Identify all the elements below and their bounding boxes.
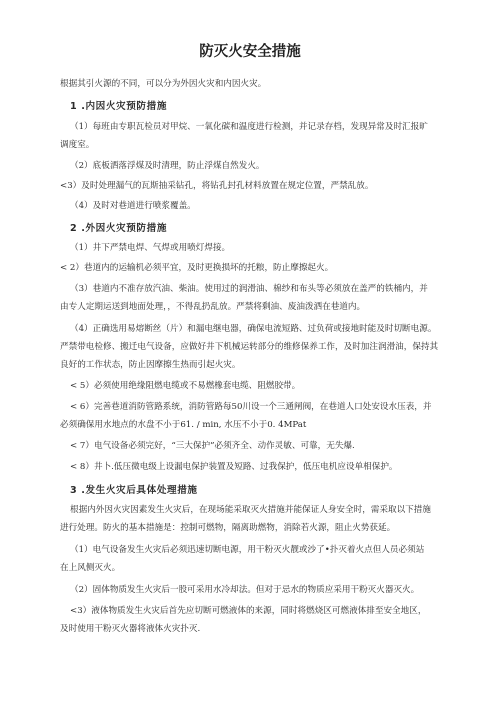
paragraph-3-3-line-2: 及时使用干粉灭火器将液体火灾扑灭. xyxy=(60,624,201,634)
intro-paragraph: 根据其引火源的不同，可以分为外因火灾和内因火灾。 xyxy=(60,79,267,89)
paragraph-2-3-line-1: （3）巷道内不准存放汽油、柴油。使用过的润滑油、棉纱和布头等必须放在盖严的铁桶内，并 xyxy=(70,284,428,294)
section-heading-3: 3 .发生火灾后具体处理措施 xyxy=(70,485,198,496)
section-heading-1: 1 .内因火灾预防措施 xyxy=(70,101,168,112)
paragraph-1-3: <3）及时处理漏气的瓦斯抽采钻孔，将钻孔封孔材料放置在规定位置，严禁乱放。 xyxy=(60,181,374,191)
paragraph-2-4-line-1: （4）正确选用易熔断丝（片）和漏电继电器，确保电流短路、过负荷或接地时能及时切断电源。 xyxy=(70,324,437,334)
paragraph-3-1-line-2: 在上风侧灭火。 xyxy=(60,563,121,573)
paragraph-2-8: < 8）井卜.低压微电级上设漏电保护装置及短路、过我保护，低压电机应设单相保护。 xyxy=(70,462,398,472)
paragraph-2-6-line-1: < 6）完善巷道消防管路系统，消防管路每50川设一个三通闸阀，在巷道人口处安设水压表，并 xyxy=(70,402,432,412)
paragraph-3-1-line-1: （1）电气设备发生火灾后必须迅速切断电源，用干粉灭火靓或沙了•扑灭着火点但人员必须站 xyxy=(70,545,425,555)
section-heading-2: 2 .外因火灾预防措施 xyxy=(70,223,168,234)
paragraph-2-3-line-2: 由专人定期运送到地面处理，，不得乱扔乱放。严禁将剩油、废油泼洒在巷道内。 xyxy=(60,302,366,312)
paragraph-2-4-line-3: 良好的工作状态，防止因摩擦生热而引起火灾。 xyxy=(60,360,241,370)
paragraph-1-1-line-1: （1）每班由专职瓦检员对甲烷、一氧化碳和温度进行检测，并记录存档，发现异常及时汇报旷 xyxy=(70,122,428,132)
paragraph-1-4: （4）及时对巷道进行喷浆覆盖。 xyxy=(70,201,196,211)
paragraph-2-5: < 5）必须使用绝缘阻燃电缆或不易燃橡套电缆、阻燃胶带。 xyxy=(70,381,301,391)
paragraph-2-2: < 2）巷道内的运输机必须平宜，及时更换损坏的托粮，防止摩擦起火。 xyxy=(60,263,334,273)
document-title: 防灭火安全措施 xyxy=(199,44,301,60)
paragraph-2-4-line-2: 严禁带电检修、搬迁电气设备，应做好井下机械运转部分的维修保养工作，及时加注润滑油，保持其 xyxy=(60,342,439,352)
paragraph-3-3-line-1: <3）液体物质发生火灾后首先应切断可燃液体的来源，同时将燃烧区可燃液体排至安全地区， xyxy=(70,606,427,616)
paragraph-2-1: （1）井下严禁电焊、气焊或用喷灯焊接。 xyxy=(70,243,231,253)
paragraph-2-7: < 7）电气设备必须完好，“三大保护”必须齐全、动作灵敏、可靠，无失爆. xyxy=(70,441,355,451)
paragraph-3-2: （2）固体物质发生火灾后一股可采用水冷却法。但对于忌水的物质应采用干粉灭火器灭火。 xyxy=(70,585,420,595)
paragraph-2-6-line-2: 必须确保用水地点的水盘不小于61. / min, 水压不小于0. 4MPat xyxy=(60,420,307,430)
paragraph-1-2: （2）底板洒落浮煤及时清理，防止浮煤自然发火。 xyxy=(70,161,265,171)
paragraph-3-0-line-2: 进行处理。防火的基本措施是：控制可燃物，隔离助燃物，消除若火源，阻止火势获延。 xyxy=(60,523,396,533)
paragraph-3-0-line-1: 根据内外因火灾因素发生火灾后，在现场能采取灭火措施并能保证人身安全时，需采取以下措施 xyxy=(70,505,431,515)
paragraph-1-1-line-2: 调度室。 xyxy=(60,140,95,150)
